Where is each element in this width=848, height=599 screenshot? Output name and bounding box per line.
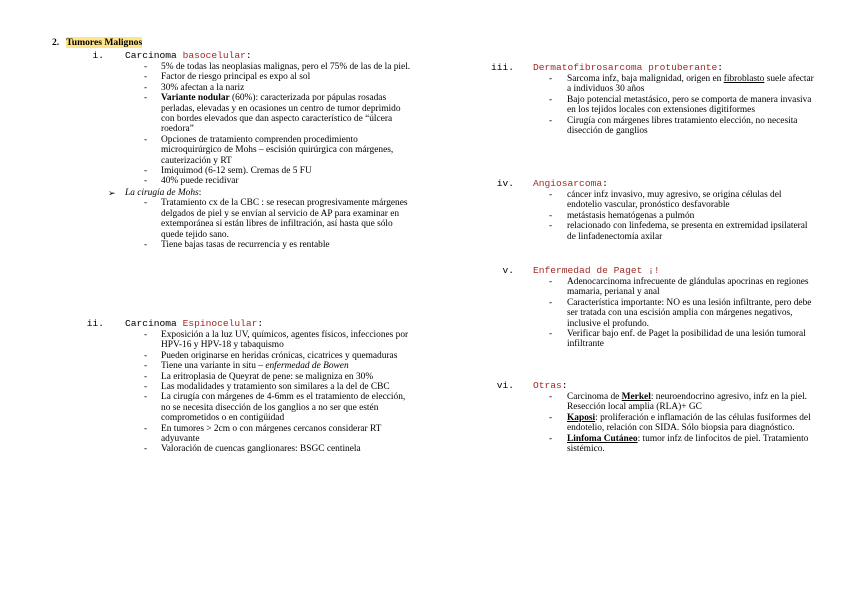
dash-bullet: - bbox=[144, 134, 148, 145]
text-run: En tumores > 2cm o con márgenes cercanos considerar RT adyuvante bbox=[161, 423, 382, 445]
list-item bbox=[487, 277, 817, 298]
text-run: fibroblasto bbox=[723, 74, 765, 84]
list-item bbox=[52, 361, 412, 371]
text-run: Merkel bbox=[621, 392, 651, 402]
sub-title: La cirugía de Mohs bbox=[125, 187, 199, 198]
list-item bbox=[487, 95, 817, 116]
text-run: Linfoma Cutáneo bbox=[567, 433, 638, 444]
section-title bbox=[487, 178, 817, 190]
text-run: Pueden originarse en heridas crónicas, cicatrices y quemaduras bbox=[161, 350, 398, 361]
dash-bullet: - bbox=[549, 74, 553, 84]
dash-bullet: - bbox=[549, 115, 553, 126]
list-item bbox=[52, 62, 412, 72]
roman-numeral: i. bbox=[92, 50, 104, 61]
dash-bullet: - bbox=[144, 330, 148, 340]
text-run: metástasis hematógenas a pulmón bbox=[567, 210, 695, 221]
title-name: Dermatofibrosarcoma protuberante bbox=[533, 62, 718, 73]
roman-numeral: iv. bbox=[496, 178, 514, 189]
dash-bullet: - bbox=[144, 392, 148, 403]
text-run: Carcinoma de bbox=[567, 392, 622, 402]
section-otras bbox=[487, 380, 817, 454]
dash-bullet: - bbox=[549, 94, 553, 105]
title-suffix: : bbox=[561, 380, 568, 391]
section-paget bbox=[487, 265, 817, 350]
list-item bbox=[487, 413, 817, 434]
text-run: La eritroplasia de Queyrat de pene: se malignizа en 30% bbox=[161, 371, 374, 382]
dash-bullet: - bbox=[144, 239, 148, 250]
dash-bullet: - bbox=[549, 210, 553, 221]
dash-bullet: - bbox=[144, 382, 148, 393]
list-item bbox=[487, 74, 817, 95]
dash-bullet: - bbox=[549, 412, 553, 423]
title-name: Angiosarcoma bbox=[533, 178, 603, 189]
dash-bullet: - bbox=[144, 72, 148, 83]
text-run: : proliferación e inflamación de las células fusiformes del endotelio, relación con SIDA. Sólo biopsia para diagnóstico. bbox=[567, 412, 811, 434]
text-run: (60%): caracterizada por pápulas rosadas perladas, elevadas y en ocasiones un centro de tumor deprimido con bordes elevados que dan aspecto característico de “úlcera roedora” bbox=[161, 93, 401, 135]
text-run: cáncer infz invasivo, muy agresivo, se origina células del endotelio vascular, pronóstico desfavorable bbox=[567, 190, 782, 211]
list-item bbox=[52, 135, 412, 166]
list-item bbox=[487, 329, 817, 350]
mohs-subheading bbox=[52, 188, 412, 198]
title-prefix: Carcinoma bbox=[125, 50, 183, 61]
dash-bullet: - bbox=[549, 392, 553, 402]
dash-bullet: - bbox=[549, 277, 553, 287]
text-run: Variante nodular bbox=[161, 93, 230, 104]
title-suffix: : bbox=[602, 178, 608, 189]
section-title bbox=[487, 265, 817, 277]
list-item bbox=[52, 444, 412, 454]
heading-number: 2. bbox=[52, 37, 60, 48]
list-item bbox=[52, 83, 412, 93]
roman-numeral: vi. bbox=[496, 380, 514, 391]
text-run: Tiene una variante in situ – bbox=[161, 361, 266, 372]
dash-bullet: - bbox=[144, 176, 148, 187]
list-item bbox=[52, 240, 412, 250]
title-name: basocelular bbox=[182, 50, 246, 61]
text-run: : tumor infz de linfocitos de piel. Tratamiento sistémico. bbox=[567, 433, 809, 455]
roman-numeral: v. bbox=[502, 265, 514, 276]
dash-bullet: - bbox=[144, 371, 148, 382]
text-run: suele afectar a individuos 30 años bbox=[567, 74, 814, 95]
text-run: Tratamiento cx de la CBC : se resecan progresivamente márgenes delgados de piel y se envían al servicio de AP para examinar en extemporánea si están libres de infiltración, así hasta que sólo quede tejido sano. bbox=[161, 198, 408, 240]
list-item bbox=[487, 434, 817, 455]
section-dermatofibrosarcoma bbox=[487, 62, 817, 136]
text-run: Exposición a la luz UV, químicos, agentes físicos, infecciones por HPV-16 y HPV-18 y tabaquismo bbox=[161, 330, 409, 351]
heading-title: Tumores Malignos bbox=[66, 37, 143, 48]
roman-numeral: ii. bbox=[86, 318, 104, 329]
section-basocelular bbox=[52, 50, 412, 250]
text-run: 5% de todas las neoplasias malignas, pero el 75% de las de la piel. bbox=[161, 62, 411, 72]
title-name: Enfermedad de Paget ¡! bbox=[533, 265, 660, 276]
list-item bbox=[487, 392, 817, 413]
title-suffix: : bbox=[717, 62, 723, 73]
section-title bbox=[487, 380, 817, 392]
list-item bbox=[52, 424, 412, 445]
text-run: Factor de riesgo principal es expo al sol bbox=[161, 72, 311, 83]
text-run: Kaposi bbox=[567, 412, 596, 423]
text-run: Cirugía con márgenes libres tratamiento elección, no necesita disección de ganglios bbox=[567, 115, 798, 137]
title-name: Espinocelular bbox=[182, 318, 258, 329]
sub-title-suffix: : bbox=[198, 187, 202, 198]
list-item bbox=[52, 392, 412, 423]
dash-bullet: - bbox=[144, 62, 148, 72]
list-item bbox=[52, 93, 412, 135]
item-list bbox=[52, 330, 412, 455]
text-run: Tiene bajas tasas de recurrencia y es rentable bbox=[161, 239, 330, 250]
dash-bullet: - bbox=[144, 444, 148, 455]
section-espinocelular bbox=[52, 318, 412, 455]
text-run: Las modalidades y tratamiento son similares a la del de CBC bbox=[161, 382, 390, 393]
list-item bbox=[487, 221, 817, 242]
list-item bbox=[487, 190, 817, 211]
text-run: : neuroendocrino agresivo, infz en la piel. Resección local amplia (RLA)+ GC bbox=[567, 392, 808, 413]
dash-bullet: - bbox=[144, 198, 148, 209]
dash-bullet: - bbox=[549, 329, 553, 340]
list-item bbox=[52, 72, 412, 82]
text-run: enfermedad de Bowen bbox=[265, 361, 349, 372]
dash-bullet: - bbox=[144, 361, 148, 372]
list-item bbox=[52, 166, 412, 176]
list-item bbox=[52, 372, 412, 382]
title-prefix: Carcinoma bbox=[125, 318, 183, 329]
list-item bbox=[52, 198, 412, 240]
text-run: Verificar bajo enf. de Paget la posibilidad de una lesión tumoral infiltrante bbox=[567, 329, 806, 350]
dash-bullet: - bbox=[549, 297, 553, 308]
dash-bullet: - bbox=[549, 433, 553, 444]
text-run: Valoración de cuencas ganglionares: BSGC centinela bbox=[161, 444, 361, 455]
list-item bbox=[487, 298, 817, 329]
text-run: 40% puede recidivar bbox=[161, 176, 239, 187]
text-run: Característica importante: NO es una lesión infiltrante, pero debe ser tratada con una escisión amplia con márgenes negativos, inclusive el profundo. bbox=[567, 297, 812, 329]
dash-bullet: - bbox=[144, 166, 148, 177]
text-run: Opciones de tratamiento comprenden procedimiento microquirúrgico de Mohs – escisión quirúrgica con márgenes, cauterización y RT bbox=[161, 134, 394, 166]
dash-bullet: - bbox=[144, 82, 148, 93]
section-angiosarcoma bbox=[487, 178, 817, 242]
roman-numeral: iii. bbox=[490, 62, 514, 73]
dash-bullet: - bbox=[144, 423, 148, 434]
title-suffix: : bbox=[257, 318, 264, 329]
list-item bbox=[52, 176, 412, 186]
dash-bullet: - bbox=[144, 350, 148, 361]
dash-bullet: - bbox=[549, 221, 553, 232]
text-run: Sarcoma infz, baja malignidad, origen en bbox=[567, 74, 724, 84]
section-title bbox=[52, 50, 412, 62]
text-run: 30% afectan a la nariz bbox=[161, 82, 245, 93]
text-run: Adenocarcinoma infrecuente de glándulas apocrinas en regiones mamaria, perianal y anal bbox=[567, 277, 809, 298]
list-item bbox=[52, 330, 412, 351]
item-list bbox=[487, 392, 817, 454]
dash-bullet: - bbox=[144, 93, 148, 104]
section-heading bbox=[52, 38, 142, 48]
list-item bbox=[487, 211, 817, 221]
title-suffix: : bbox=[245, 50, 252, 61]
item-list bbox=[487, 277, 817, 350]
list-item bbox=[52, 382, 412, 392]
section-title bbox=[487, 62, 817, 74]
item-list bbox=[52, 62, 412, 187]
text-run: La cirugía con márgenes de 4-6mm es el tratamiento de elección, no se necesita disección de los ganglios a no ser que estén comprometidos o en contigüidad bbox=[161, 392, 406, 424]
arrow-bullet-icon: ➢ bbox=[108, 187, 116, 198]
section-title bbox=[52, 318, 412, 330]
list-item bbox=[487, 116, 817, 137]
text-run: relacionado con linfedema, se presenta en extremidad ipsilateral de linfadenectomía axilar bbox=[567, 221, 808, 242]
text-run: Imiquimod (6-12 sem). Cremas de 5 FU bbox=[161, 166, 312, 177]
title-name: Otras bbox=[533, 380, 562, 391]
dash-bullet: - bbox=[549, 190, 553, 200]
text-run: Bajo potencial metastásico, pero se comporta de manera invasiva en los tejidos locales con extensiones digitiformes bbox=[567, 94, 812, 116]
list-item bbox=[52, 351, 412, 361]
item-list bbox=[487, 74, 817, 136]
item-list bbox=[487, 190, 817, 242]
sub-item-list bbox=[52, 198, 412, 250]
